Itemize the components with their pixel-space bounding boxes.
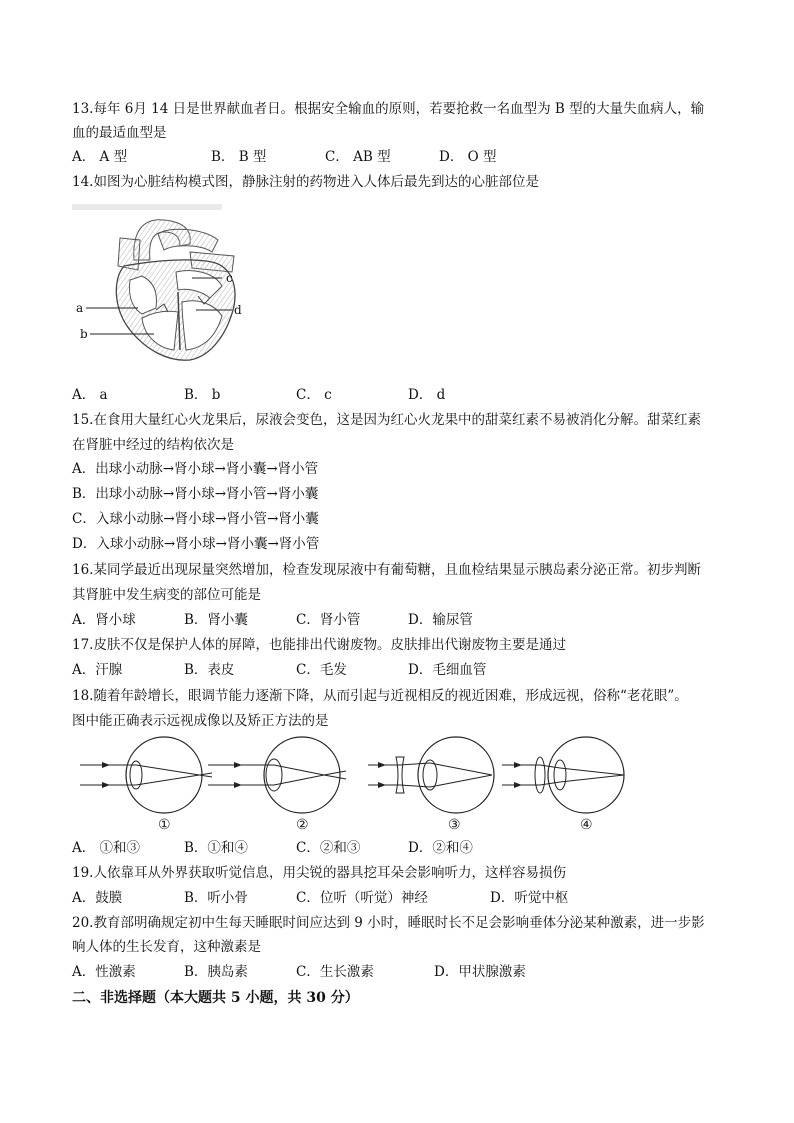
section-2-title: 二、非选择题（本大题共 5 小题，共 30 分）: [72, 990, 359, 1006]
q20-stem-line1: 20.教育部明确规定初中生每天睡眠时间应达到 9 小时，睡眠时长不足会影响垂体分泌某种激素，进一步影: [72, 915, 705, 931]
q19-option-c[interactable]: C．位听（听觉）神经: [296, 890, 428, 906]
eye-label-1: ①: [158, 817, 171, 833]
q14-option-b[interactable]: B． b: [184, 387, 221, 403]
q18-option-d[interactable]: D．②和④: [408, 840, 473, 856]
q18-option-c[interactable]: C．②和③: [296, 840, 361, 856]
eye-diagram-1: [80, 737, 212, 833]
eye-diagram-2: [208, 737, 346, 833]
q19-option-a[interactable]: A．鼓膜: [72, 890, 123, 906]
q15-stem-line1: 15.在食用大量红心火龙果后，尿液会变色，这是因为红心火龙果中的甜菜红素不易被消化分解。甜菜红素: [72, 412, 701, 428]
q19-option-b[interactable]: B．听小骨: [184, 890, 248, 906]
eye-diagrams: [74, 733, 644, 833]
label-b: b: [80, 327, 88, 341]
q17-option-d[interactable]: D．毛细血管: [408, 662, 487, 678]
q18-stem-line2: 图中能正确表示远视成像以及矫正方法的是: [72, 713, 329, 729]
q15-option-d[interactable]: D．入球小动脉→肾小球→肾小囊→肾小管: [72, 536, 320, 552]
pulmonary-artery: [158, 229, 218, 252]
q19-stem: 19.人依靠耳从外界获取听觉信息，用尖锐的器具挖耳朵会影响听力，这样容易损伤: [72, 865, 566, 881]
q17-option-b[interactable]: B．表皮: [184, 662, 235, 678]
q17-option-a[interactable]: A．汗腺: [72, 662, 123, 678]
eye-label-3: ③: [448, 817, 461, 833]
label-a: a: [76, 301, 84, 315]
q18-option-a[interactable]: A． ①和③: [72, 840, 141, 856]
q14-option-c[interactable]: C． c: [296, 387, 332, 403]
q18-stem-line1: 18.随着年龄增长，眼调节能力逐渐下降，从而引起与近视相反的视近困难，形成远视，俗称“老花眼”。: [72, 688, 688, 704]
q13-stem-line1: 13.每年 6月 14 日是世界献血者日。根据安全输血的原则，若要抢救一名血型为 B 型的大量失血病人，输: [72, 101, 705, 117]
q18-option-b[interactable]: B．①和④: [184, 840, 248, 856]
q16-stem-line2: 其肾脏中发生病变的部位可能是: [72, 587, 261, 603]
q15-option-c[interactable]: C．入球小动脉→肾小球→肾小管→肾小囊: [72, 511, 319, 527]
label-c: c: [226, 271, 233, 285]
eye-diagram-4: [502, 737, 624, 833]
q16-option-c[interactable]: C．肾小管: [296, 612, 361, 628]
q15-option-a[interactable]: A．出球小动脉→肾小球→肾小囊→肾小管: [72, 461, 319, 477]
q20-option-b[interactable]: B．胰岛素: [184, 964, 248, 980]
eye-label-2: ②: [296, 817, 309, 833]
q14-stem: 14.如图为心脏结构模式图，静脉注射的药物进入人体后最先到达的心脏部位是: [72, 174, 539, 190]
q13-option-a[interactable]: A． A 型: [72, 149, 128, 165]
label-d: d: [234, 303, 242, 317]
q15-stem-line2: 在肾脏中经过的结构依次是: [72, 437, 234, 453]
q20-option-a[interactable]: A．性激素: [72, 964, 136, 980]
q13-option-c[interactable]: C． AB 型: [325, 149, 391, 165]
q13-option-b[interactable]: B． B 型: [211, 149, 267, 165]
q20-option-d[interactable]: D．甲状腺激素: [434, 964, 526, 980]
q14-option-d[interactable]: D． d: [408, 387, 446, 403]
q17-stem: 17.皮肤不仅是保护人体的屏障，也能排出代谢废物。皮肤排出代谢废物主要是通过: [72, 637, 566, 653]
q17-option-c[interactable]: C．毛发: [296, 662, 347, 678]
q20-stem-line2: 响人体的生长发育，这种激素是: [72, 939, 261, 955]
q20-option-c[interactable]: C．生长激素: [296, 964, 374, 980]
q16-option-a[interactable]: A．肾小球: [72, 612, 136, 628]
q16-option-d[interactable]: D．输尿管: [408, 612, 473, 628]
eye-diagram-3: [368, 737, 494, 833]
scan-noise: [72, 204, 222, 210]
q19-option-d[interactable]: D．听觉中枢: [490, 890, 569, 906]
q14-option-a[interactable]: A． a: [72, 387, 108, 403]
eye-label-4: ④: [580, 817, 593, 833]
q16-option-b[interactable]: B．肾小囊: [184, 612, 248, 628]
q15-option-b[interactable]: B．出球小动脉→肾小球→肾小管→肾小囊: [72, 486, 319, 502]
q13-stem-line2: 血的最适血型是: [72, 125, 167, 141]
q16-stem-line1: 16.某同学最近出现尿量突然增加，检查发现尿液中有葡萄糖，且血检结果显示胰岛素分泌正常。初步判断: [72, 562, 701, 578]
heart-diagram: [72, 200, 272, 375]
q13-option-d[interactable]: D． O 型: [439, 149, 497, 165]
